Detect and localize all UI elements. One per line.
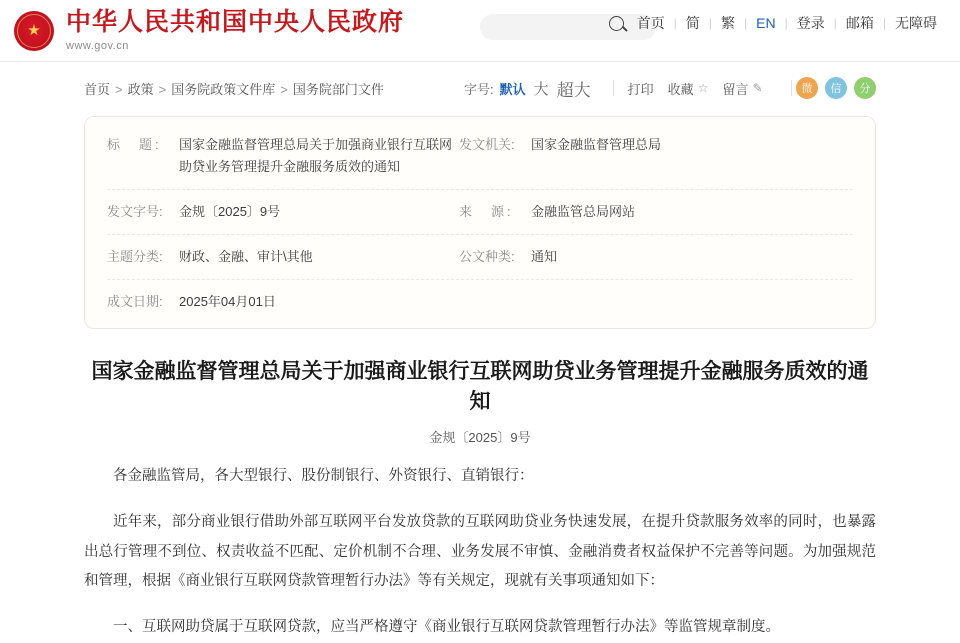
breadcrumb-item-policy[interactable]: 政策: [127, 81, 154, 97]
breadcrumb: [84, 79, 384, 98]
font-size-extra-large-button[interactable]: 超大: [556, 80, 591, 100]
font-size-large-button[interactable]: 大: [533, 80, 549, 98]
meta-row: [107, 190, 853, 235]
nav-traditional[interactable]: 繁: [721, 15, 736, 31]
meta-cell-title: [107, 134, 459, 178]
site-brand: [66, 9, 404, 52]
breadcrumb-separator: >: [280, 81, 288, 97]
meta-value-source: 金融监管总局网站: [531, 204, 636, 220]
document-toolbar: [464, 62, 806, 114]
top-navigation: [609, 13, 946, 33]
nav-separator: |: [882, 16, 886, 30]
national-emblem-icon: [14, 11, 54, 51]
breadcrumb-separator: >: [158, 81, 167, 97]
meta-cell-doc-number: [107, 201, 459, 223]
meta-value-category: 财政、金融、审计\其他: [179, 249, 313, 265]
site-domain: www.gov.cn: [66, 39, 129, 52]
nav-mail[interactable]: 邮箱: [845, 15, 874, 31]
nav-separator: |: [673, 16, 677, 30]
nav-separator: |: [833, 16, 837, 30]
favorite-button[interactable]: [668, 79, 709, 98]
nav-accessibility[interactable]: 无障碍: [895, 15, 937, 31]
print-button[interactable]: [628, 79, 654, 98]
site-title: 中华人民共和国中央人民政府: [66, 9, 405, 37]
meta-key-category: 主题分类:: [107, 249, 163, 265]
share-wechat-button[interactable]: 信: [825, 77, 847, 99]
favorite-label: 收藏: [667, 81, 694, 97]
breadcrumb-item-home[interactable]: 首页: [84, 81, 111, 97]
meta-value-issuing-agency: 国家金融监督管理总局: [531, 137, 662, 152]
nav-simplified[interactable]: 简: [685, 15, 700, 31]
share-button-group: [796, 62, 876, 114]
page-content: [0, 62, 960, 643]
emblem-star-icon: ★: [27, 21, 41, 39]
meta-key-doc-number: 发文字号:: [107, 204, 163, 220]
breadcrumb-separator: >: [115, 81, 123, 97]
star-icon: ☆: [697, 81, 709, 95]
article-paragraph-1: 近年来，部分商业银行借助外部互联网平台发放贷款的互联网助贷业务快速发展，在提升贷款服务效率的同时，也暴露出总行管理不到位、权责收益不匹配、定价机制不合理、业务发展不审慎、金融消费者权益保护不完善等问题。为加强规范和管理，根据《商业银行互联网贷款管理暂行办法》等有关规定，现就有关事项通知如下：: [84, 513, 876, 590]
comment-label: 留言: [722, 81, 749, 97]
meta-value-doc-number: 金规〔2025〕9号: [179, 204, 281, 220]
meta-row: [107, 280, 853, 324]
toolbar-divider: [791, 80, 792, 96]
article-paragraph-2: 一、互联网助贷属于互联网贷款，应当严格遵守《商业银行互联网贷款管理暂行办法》等监管规章制度。: [113, 619, 780, 636]
document-number: 金规〔2025〕9号: [429, 430, 531, 446]
meta-key-date: 成文日期:: [107, 294, 163, 310]
meta-cell-doc-type: [459, 246, 557, 268]
toolbar-divider: [613, 80, 614, 96]
nav-separator: |: [784, 16, 788, 30]
meta-value-doc-type: 通知: [531, 249, 558, 265]
site-header: [0, 0, 960, 62]
share-more-button[interactable]: 分: [854, 77, 876, 99]
breadcrumb-item-department-docs[interactable]: 国务院部门文件: [292, 81, 384, 97]
meta-key-source: 来 源:: [459, 204, 514, 220]
meta-key-title: 标 题:: [107, 137, 162, 152]
meta-cell-issuing-agency: [459, 134, 661, 178]
meta-cell-date: [107, 291, 459, 313]
nav-separator: |: [744, 16, 748, 30]
meta-row: [107, 235, 853, 280]
article-salutation: 各金融监管局，各大型银行、股份制银行、外资银行、直销银行：: [113, 468, 534, 485]
font-size-default-button[interactable]: 默认: [499, 81, 526, 97]
meta-cell-category: [107, 246, 459, 268]
nav-separator: |: [708, 16, 713, 30]
meta-value-date: 2025年04月01日: [179, 294, 276, 310]
document-meta-card: [84, 116, 876, 329]
meta-key-doc-type: 公文种类:: [459, 249, 515, 265]
comment-button[interactable]: [722, 79, 762, 98]
meta-key-issuing-agency: 发文机关:: [459, 137, 515, 152]
nav-login[interactable]: 登录: [796, 15, 825, 31]
meta-cell-source: [459, 201, 635, 223]
print-label: 打印: [627, 81, 654, 97]
nav-english[interactable]: EN: [756, 15, 776, 31]
breadcrumb-bar: [84, 62, 876, 114]
font-size-label: 字号:: [464, 81, 494, 97]
search-icon[interactable]: [609, 16, 624, 31]
page-title: 国家金融监督管理总局关于加强商业银行互联网助贷业务管理提升金融服务质效的通知: [91, 359, 869, 413]
meta-value-title: 国家金融监督管理总局关于加强商业银行互联网助贷业务管理提升金融服务质效的通知: [179, 137, 453, 175]
nav-home[interactable]: 首页: [636, 15, 665, 31]
pencil-icon: ✎: [752, 81, 763, 95]
breadcrumb-item-policy-library[interactable]: 国务院政策文件库: [171, 81, 276, 97]
meta-row: [107, 123, 853, 190]
share-weibo-button[interactable]: 微: [796, 77, 818, 99]
